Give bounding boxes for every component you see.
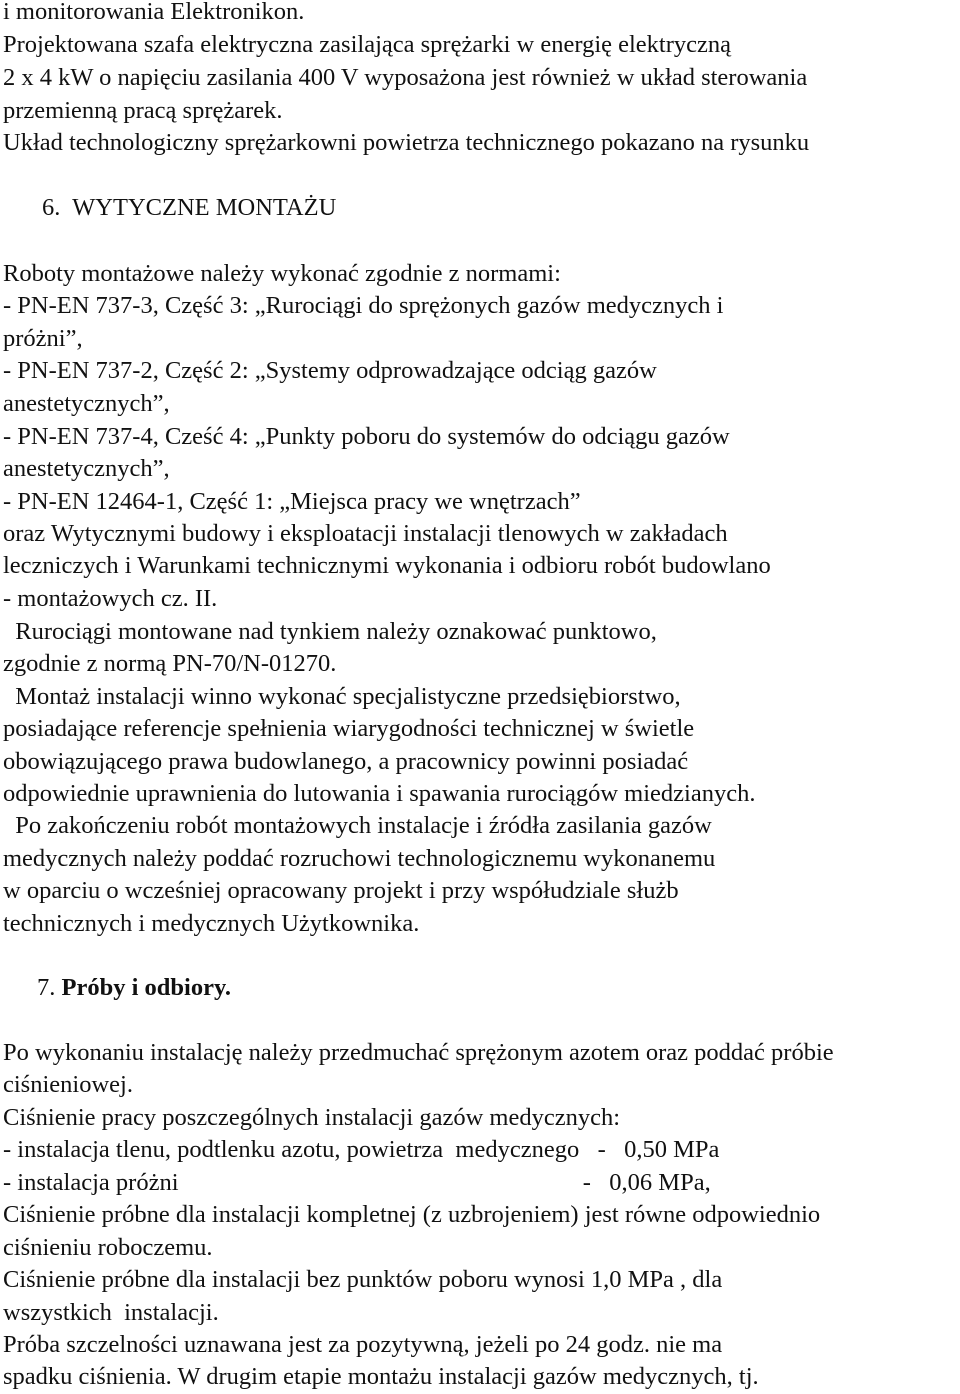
section-6-heading: 6. WYTYCZNE MONTAŻU (42, 194, 337, 221)
section-7-line: - instalacja próżni - 0,06 MPa, (3, 1169, 711, 1196)
section-6-line: medycznych należy poddać rozruchowi technologicznemu wykonanemu (3, 845, 716, 872)
section-6-line: - PN-EN 737-2, Część 2: „Systemy odprowadzające odciąg gazów (3, 357, 657, 384)
section-6-line: - PN-EN 737-4, Cześć 4: „Punkty poboru do systemów do odciągu gazów (3, 423, 730, 450)
section-7-line: Ciśnienie pracy poszczególnych instalacji gazów medycznych: (3, 1104, 621, 1131)
section-7-line: - instalacja tlenu, podtlenku azotu, powietrza medycznego - 0,50 MPa (3, 1136, 720, 1163)
section-7-line: Po wykonaniu instalację należy przedmuchać sprężonym azotem oraz poddać próbie (3, 1039, 834, 1066)
section-7-line: wszystkich instalacji. (3, 1299, 219, 1326)
intro-line: Projektowana szafa elektryczna zasilająca sprężarki w energię elektryczną (3, 31, 732, 58)
section-6-line: - PN-EN 12464-1, Część 1: „Miejsca pracy we wnętrzach” (3, 488, 581, 515)
section-6-line: anestetycznych”, (3, 390, 170, 417)
section-6-line: Montaż instalacji winno wykonać specjalistyczne przedsiębiorstwo, (3, 683, 681, 710)
section-7-line: spadku ciśnienia. W drugim etapie montażu instalacji gazów medycznych, tj. (3, 1363, 759, 1390)
intro-line: i monitorowania Elektronikon. (3, 0, 305, 25)
intro-line: 2 x 4 kW o napięciu zasilania 400 V wyposażona jest również w układ sterowania (3, 64, 808, 91)
section-7-line: ciśnieniowej. (3, 1071, 133, 1098)
intro-line: przemienną pracą sprężarek. (3, 97, 283, 124)
section-7-heading (37, 972, 231, 1005)
section-7-title: Próby i odbiory. (61, 974, 231, 1001)
section-6-line: - montażowych cz. II. (3, 585, 218, 612)
section-7-line: Ciśnienie próbne dla instalacji bez punktów poboru wynosi 1,0 MPa , dla (3, 1266, 723, 1293)
section-7-line: Próba szczelności uznawana jest za pozytywną, jeżeli po 24 godz. nie ma (3, 1331, 723, 1358)
section-6-line: zgodnie z normą PN-70/N-01270. (3, 650, 337, 677)
section-7-line: Ciśnienie próbne dla instalacji kompletnej (z uzbrojeniem) jest równe odpowiednio (3, 1201, 821, 1228)
section-6-line: anestetycznych”, (3, 455, 170, 482)
section-6-line: - PN-EN 737-3, Część 3: „Rurociągi do sprężonych gazów medycznych i (3, 292, 724, 319)
section-7-number: 7. (37, 974, 62, 1001)
section-6-line: w oparciu o wcześniej opracowany projekt i przy współudziale służb (3, 877, 679, 904)
section-6-line: obowiązującego prawa budowlanego, a pracownicy powinni posiadać (3, 748, 689, 775)
section-7-line: ciśnieniu roboczemu. (3, 1234, 213, 1261)
section-6-line: technicznych i medycznych Użytkownika. (3, 910, 420, 937)
section-6-line: oraz Wytycznymi budowy i eksploatacji instalacji tlenowych w zakładach (3, 520, 728, 547)
section-6-line: Po zakończeniu robót montażowych instalacje i źródła zasilania gazów (3, 812, 712, 839)
section-6-line: posiadające referencje spełnienia wiarygodności technicznej w świetle (3, 715, 695, 742)
section-6-line: odpowiednie uprawnienia do lutowania i spawania rurociągów miedzianych. (3, 780, 756, 807)
section-6-line: próżni”, (3, 325, 83, 352)
section-6-line: leczniczych i Warunkami technicznymi wykonania i odbioru robót budowlano (3, 552, 771, 579)
section-6-line: Rurociągi montowane nad tynkiem należy oznakować punktowo, (3, 618, 657, 645)
intro-line: Układ technologiczny sprężarkowni powietrza technicznego pokazano na rysunku (3, 129, 810, 156)
section-6-line: Roboty montażowe należy wykonać zgodnie z normami: (3, 260, 561, 287)
